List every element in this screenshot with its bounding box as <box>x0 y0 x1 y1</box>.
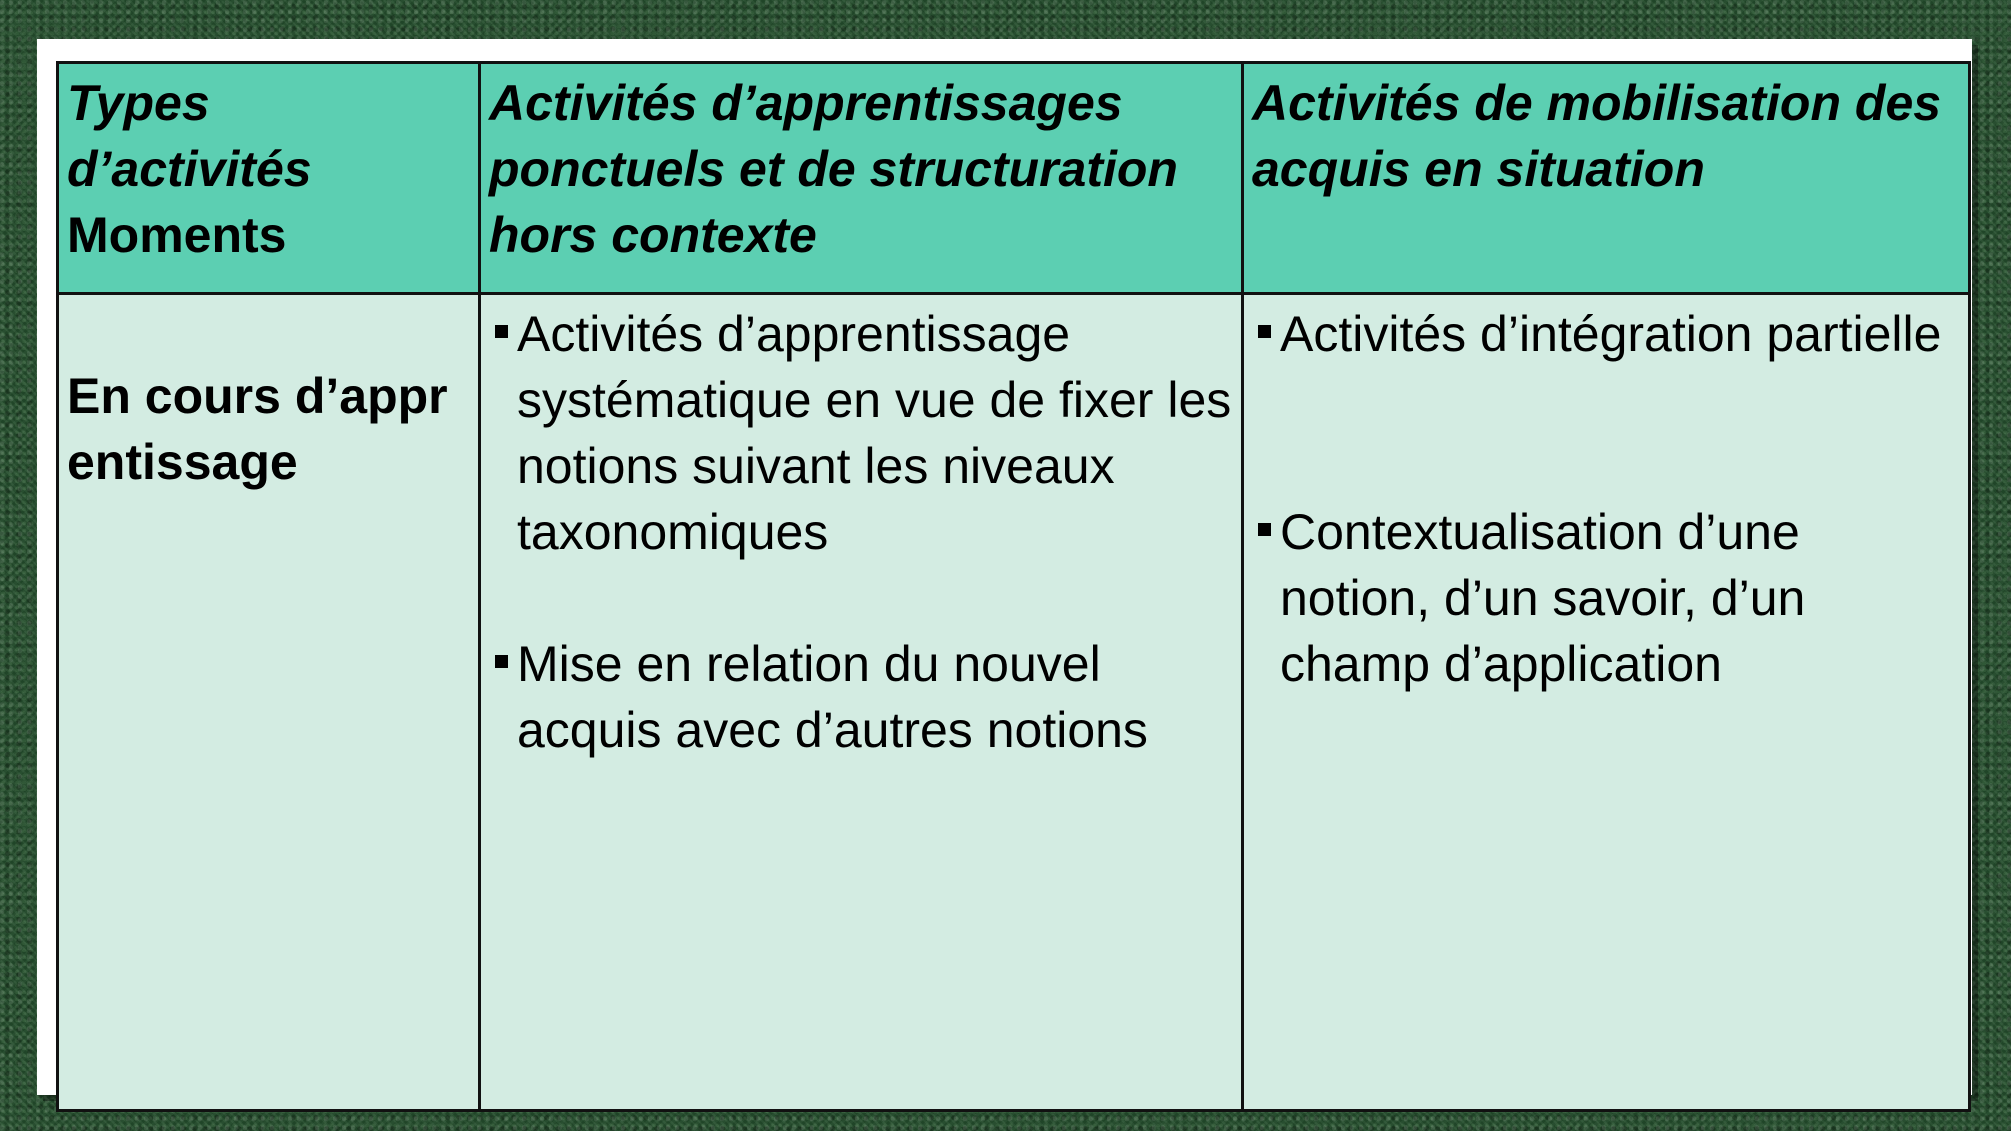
mobilisation-list <box>1252 301 1960 697</box>
mobilisation-cell <box>1243 294 1970 1111</box>
header-cell-apprentissages: Activités d’apprentissages ponctuels et de structuration hors contexte <box>480 63 1243 294</box>
apprentissages-list <box>489 301 1233 763</box>
header-moments-label: Moments <box>67 207 287 263</box>
header-types-label: Types <box>67 75 210 131</box>
header-cell-types-moments <box>58 63 480 294</box>
list-item: Activités d’intégration partielle <box>1252 301 1960 367</box>
table-header-row <box>58 63 1970 294</box>
activities-table <box>56 61 1971 1112</box>
header-types-label-2: d’activités <box>67 141 312 197</box>
list-item: Activités d’apprentissage systématique en vue de fixer les notions suivant les niveaux taxonomiques <box>489 301 1233 565</box>
slide <box>37 39 1972 1095</box>
header-cell-mobilisation: Activités de mobilisation des acquis en situation <box>1243 63 1970 294</box>
table-row <box>58 294 1970 1111</box>
moment-cell: En cours d’apprentissage <box>58 294 480 1111</box>
list-item: Contextualisation d’une notion, d’un savoir, d’un champ d’application <box>1252 499 1960 697</box>
list-item: Mise en relation du nouvel acquis avec d’autres notions <box>489 631 1233 763</box>
apprentissages-cell <box>480 294 1243 1111</box>
